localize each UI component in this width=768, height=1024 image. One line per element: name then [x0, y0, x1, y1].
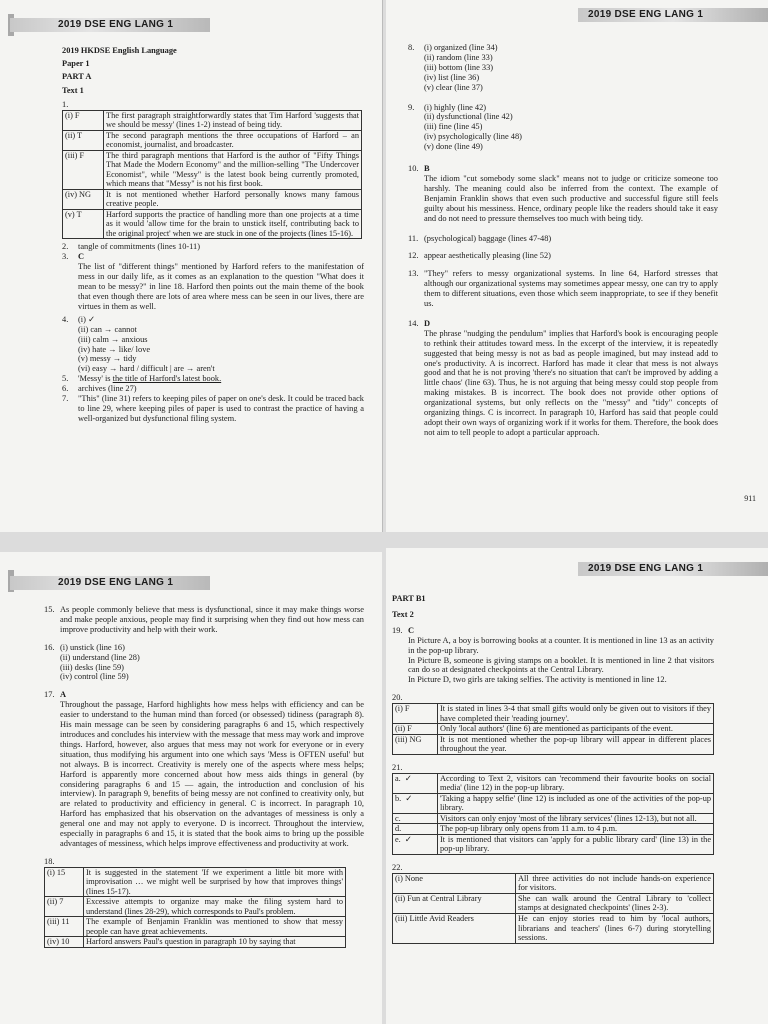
question-13: 13. "They" refers to messy organizational systems. In line 64, Harford stresses that although our organizational systems may sometimes appear messy, one can try to apply them to different situations, even those which seem inappropriate, to see if they benefit us. [408, 269, 718, 309]
question-7: 7. "This" (line 31) refers to keeping piles of paper on one's desk. It could be traced back to line 29, where keeping piles of paper is used to contrast the practice of having a well-organized but dysfunctional filing system. [62, 394, 364, 423]
text-label: Text 1 [62, 85, 84, 95]
table-row [63, 150, 362, 189]
question-3: 3. C [62, 252, 85, 262]
list-item: (iii) desks (line 59) [60, 662, 124, 672]
answer-explanation: She can walk around the Central Library to 'collect stamps at designated checkpoints' (lines 2-3). [516, 893, 714, 913]
answer-explanation: The second paragraph mentions the three occupations of Harford – an economist, journalist, and broadcaster. [104, 130, 362, 150]
list-item: (v) clear (line 37) [424, 82, 483, 92]
question-19-explanation [392, 636, 714, 686]
page-header: 2019 DSE ENG LANG 1 [10, 576, 210, 590]
question-17-explanation: Throughout the passage, Harford highlights how mess helps with efficiency and can be easier to understand to the human mind than forced (or obsessed) tidiness (paragraph 8). His main message can be seen by considering paragraphs 6 and 15, which respectively introduces and concludes his interview with the message that mess may work and improve things. Harford, however, also argues that mess may not work for everyone or in every situation, thus modifying his argument into one which says 'Mess is OFTEN useful' but not always. B is incorrect. Creativity is merely one of the aspects where mess helps; Harford is apparently more concerned about how mess aids things in general (by considering paragraphs 6 and 15 — again, the introduction and conclusion of his interview). In paragraph 9, benefits of being messy are not confined to creativity only, but are related to productivity and efficiency in general. C is incorrect. In paragraph 10, Harford has emphasized that his observation on the advantages of messiness is only a general one and may not apply to everyone. D is incorrect. Throughout the interview, especially in paragraphs 6 and 15, it is stated that the book aims to bring up the possible advantages of messiness, which helps improve effectiveness and productivity at work. [60, 700, 364, 848]
answer-key: (iii) F [63, 150, 104, 189]
question-8: 8. (i) organized (line 34) (ii) random (line 33) (iii) bottom (line 33) (iv) list (line 36) (v) clear (line 37) [408, 43, 718, 93]
answer-explanation: The first paragraph straightforwardly states that Tim Harford 'suggests that we should be messy' (lines 1-2) instead of being tidy. [104, 110, 362, 130]
answer-explanation: It is suggested in the statement 'If we experiment a little bit more with improvisation … we might well be surprised by how that improves things' (lines 15-17). [84, 867, 346, 897]
q1-answer-table [62, 110, 362, 240]
page-bottom-right [386, 548, 768, 1024]
list-item: (iv) hate → like/ love [78, 344, 151, 354]
answer-key: a. ✓ [393, 773, 438, 793]
table-row [393, 893, 714, 913]
exam-title: 2019 HKDSE English Language [62, 46, 177, 55]
question-11: 11. (psychological) baggage (lines 47-48) [408, 233, 552, 243]
table-row [393, 704, 714, 724]
answer-key: (ii) 7 [45, 897, 84, 917]
table-row [45, 937, 346, 948]
table-row [45, 867, 346, 897]
list-item: (vi) easy → hard / difficult | are → aren't [78, 364, 215, 374]
answer-explanation: It is not mentioned whether the pop-up library will appear in different places throughout the year. [438, 734, 714, 754]
answer-key: (ii) F [393, 724, 438, 735]
table-row [393, 873, 714, 893]
answer-explanation: Harford supports the practice of handling more than one projects at a time as it would 'allow time for the brain to unstick itself, contributing back to the original project' when we are stuck in one of the projects (lines 15-16). [104, 209, 362, 239]
question-number: 22. [392, 862, 403, 872]
question-12: 12. appear aesthetically pleasing (line 52) [408, 251, 551, 261]
list-item: In Picture A, a boy is borrowing books at a counter. It is mentioned in line 13 as an activity in the pop-up library. [408, 635, 714, 655]
list-item: (ii) random (line 33) [424, 52, 493, 62]
answer-key: (ii) Fun at Central Library [393, 893, 516, 913]
answer-explanation: According to Text 2, visitors can 'recommend their favourite books on social media' (line 12) in the pop-up library. [438, 773, 714, 793]
page-header: 2019 DSE ENG LANG 1 [578, 8, 768, 22]
list-item: In Picture B, someone is giving stamps on a booklet. It is mentioned in line 2 that visitors can do so at designated checkpoints at the Central Library. [408, 655, 714, 675]
table-row [45, 897, 346, 917]
table-row [393, 824, 714, 835]
answer-key: (iii) Little Avid Readers [393, 914, 516, 944]
list-item: (iv) list (line 36) [424, 72, 480, 82]
answer-key: (v) T [63, 209, 104, 239]
answer-explanation: Harford answers Paul's question in paragraph 10 by saying that [84, 937, 346, 948]
check-mark: ✓ [405, 793, 413, 803]
answer-explanation: The pop-up library only opens from 11 a.m. to 4 p.m. [438, 824, 714, 835]
list-item: In Picture D, two girls are taking selfies. The activity is mentioned in line 12. [408, 675, 667, 685]
answer-key: b. ✓ [393, 793, 438, 813]
list-item: (iii) calm → anxious [78, 334, 148, 344]
question-16: 16. (i) unstick (line 16) (ii) understand (line 28) (iii) desks (line 59) (iv) control (line 59) [44, 643, 364, 683]
part-label: PART B1 [392, 594, 426, 603]
question-10: 10. B [408, 164, 430, 174]
page-bottom-left [0, 552, 382, 1024]
answer-key: (iii) 11 [45, 917, 84, 937]
answer-explanation: It is mentioned that visitors can 'apply for a public library card' (line 13) in the pop-up library. [438, 834, 714, 854]
answer-explanation: It is not mentioned whether Harford personally knows many famous creative people. [104, 189, 362, 209]
table-row [63, 209, 362, 239]
question-17: 17. A [44, 690, 67, 700]
paper-label: Paper 1 [62, 58, 90, 68]
answer-explanation: The example of Benjamin Franklin was mentioned to show that messy people can have great achievements. [84, 917, 346, 937]
question-number: 20. [392, 693, 403, 703]
answer-key: (ii) T [63, 130, 104, 150]
table-row [393, 724, 714, 735]
question-number: 21. [392, 762, 403, 772]
question-14-explanation: The phrase "nudging the pendulum" implies that Harford's book is encouraging people to rethink their attitudes toward mess. In the excerpt of the interview, it is repeatedly suggested that being messy is not as bad as people imagined, but may instead add to one's productivity. A is incorrect. Harford has made it clear that mess is not always good and that he is not proving 'there's no situation that can't be improved by adding a little chaos' (line 63). Thus, he is not arguing that being messy could stop people from making mistakes. B is incorrect. The book does not provide other options of organizational systems, but only reflects on the "messy" and "tidy" concepts of organizing things. C is incorrect. In paragraph 10, Harford has said that people could adopt their own ways of organizing work if it works for them. Therefore, the book does not aim to tell people to adopt a particular approach. [424, 328, 718, 437]
answer-explanation: Visitors can only enjoy 'most of the library services' (lines 12-13), but not all. [438, 813, 714, 824]
text-label: Text 2 [392, 609, 414, 619]
list-item: (i) unstick (line 16) [60, 642, 125, 652]
part-label: PART A [62, 71, 92, 81]
question-2: 2. tangle of commitments (lines 10-11) [62, 242, 201, 252]
question-10-explanation: The idiom "cut somebody some slack" means not to judge or criticize someone too harshly. The meaning could also be inferred from the context. The example of Benjamin Franklin shows that even such productive and successful figure still feels guilty about his messiness. Hence, ordinary people like the readers should take it easy and do not need to pressure themselves too much with being tidy. [424, 173, 718, 223]
answer-explanation: All three activities do not include hands-on experience for visitors. [516, 873, 714, 893]
answer-key: e. ✓ [393, 834, 438, 854]
question-3-explanation: The list of "different things" mentioned by Harford refers to the manifestation of mess in our daily life, as it comes as an explanation to the question "What does it mean to be messy?" in line 18. Harford then points out the main theme of the book that even though there are lots of area where mess can be seen in our lives, there are virtues in them as well. [78, 262, 364, 311]
question-14: 14. D [408, 318, 431, 328]
page-top-right [386, 0, 768, 532]
answer-explanation: It is stated in lines 3-4 that small gifts would only be given out to visitors if they have completed their 'reading journey'. [438, 704, 714, 724]
check-mark: ✓ [404, 773, 412, 783]
table-row [393, 793, 714, 813]
list-item: (iii) bottom (line 33) [424, 62, 494, 72]
page-header: 2019 DSE ENG LANG 1 [578, 562, 768, 576]
list-item: (iii) fine (line 45) [424, 122, 483, 132]
answer-key: (iii) NG [393, 734, 438, 754]
answer-explanation: Excessive attempts to organize may make the filing system hard to understand (lines 28-29), which corresponds to Paul's problem. [84, 897, 346, 917]
q20-answer-table [392, 703, 714, 755]
table-row [393, 773, 714, 793]
list-item: (i) organized (line 34) [424, 43, 498, 52]
question-number: 1. [62, 99, 69, 109]
table-row [393, 813, 714, 824]
list-item: (v) done (line 49) [424, 142, 483, 152]
answer-key: d. [393, 824, 438, 835]
q21-answer-table [392, 773, 714, 855]
answer-key: (iv) NG [63, 189, 104, 209]
list-item: (ii) understand (line 28) [60, 652, 140, 662]
answer-key: (iv) 10 [45, 937, 84, 948]
question-15: 15. As people commonly believe that mess is dysfunctional, since it may make things worse and make people anxious, people may find it surprising when they find out how mess can improve productivity and help with their work. [44, 605, 364, 634]
answer-key: (i) F [63, 110, 104, 130]
table-row [393, 914, 714, 944]
page-number: 911 [744, 494, 756, 503]
list-item: (ii) dysfunctional (line 42) [424, 112, 513, 122]
table-row [393, 734, 714, 754]
table-row [63, 110, 362, 130]
table-row [63, 130, 362, 150]
q22-answer-table [392, 873, 714, 944]
page-top-left [0, 0, 383, 532]
answer-key: (i) 15 [45, 867, 84, 897]
question-19: 19. C [392, 625, 415, 635]
list-item: (iv) control (line 59) [60, 672, 129, 682]
answer-explanation: The third paragraph mentions that Harford is the author of "Fifty Things That Made the Modern Economy" and the million-selling "The Undercover Economist", while "Messy" is the latest book being currently promoted, which means that "Messy" is not his first book. [104, 150, 362, 189]
table-row [393, 834, 714, 854]
answer-key: (i) F [393, 704, 438, 724]
check-mark: ✓ [404, 834, 412, 844]
list-item: (i) ✓ [78, 314, 96, 324]
list-item: (ii) can → cannot [78, 324, 137, 334]
question-6: 6. archives (line 27) [62, 384, 137, 394]
list-item: (i) highly (line 42) [424, 102, 487, 112]
answer-explanation: 'Taking a happy selfie' (line 12) is included as one of the activities of the pop-up library. [438, 793, 714, 813]
question-9: 9. (i) highly (line 42) (ii) dysfunctional (line 42) (iii) fine (line 45) (iv) psychologically (line 48) (v) done (line 49) [408, 103, 718, 153]
question-5: 5. 'Messy' is the title of Harford's latest book. [62, 374, 222, 384]
question-4: 4. (i) ✓ (ii) can → cannot (iii) calm → anxious (iv) hate → like/ love (v) messy → tidy (vi) easy → hard / difficult | are → aren't [62, 315, 364, 374]
page-header: 2019 DSE ENG LANG 1 [10, 18, 210, 32]
answer-explanation: Only 'local authors' (line 6) are mentioned as participants of the event. [438, 724, 714, 735]
question-number: 18. [44, 856, 55, 866]
answer-explanation: He can enjoy stories read to him by 'local authors, librarians and teachers' (lines 6-7) during storytelling sessions. [516, 914, 714, 944]
answer-key: c. [393, 813, 438, 824]
list-item: (iv) psychologically (line 48) [424, 132, 522, 142]
table-row [45, 917, 346, 937]
q18-answer-table [44, 867, 346, 948]
answer-key: (i) None [393, 873, 516, 893]
table-row [63, 189, 362, 209]
list-item: (v) messy → tidy [78, 354, 137, 364]
